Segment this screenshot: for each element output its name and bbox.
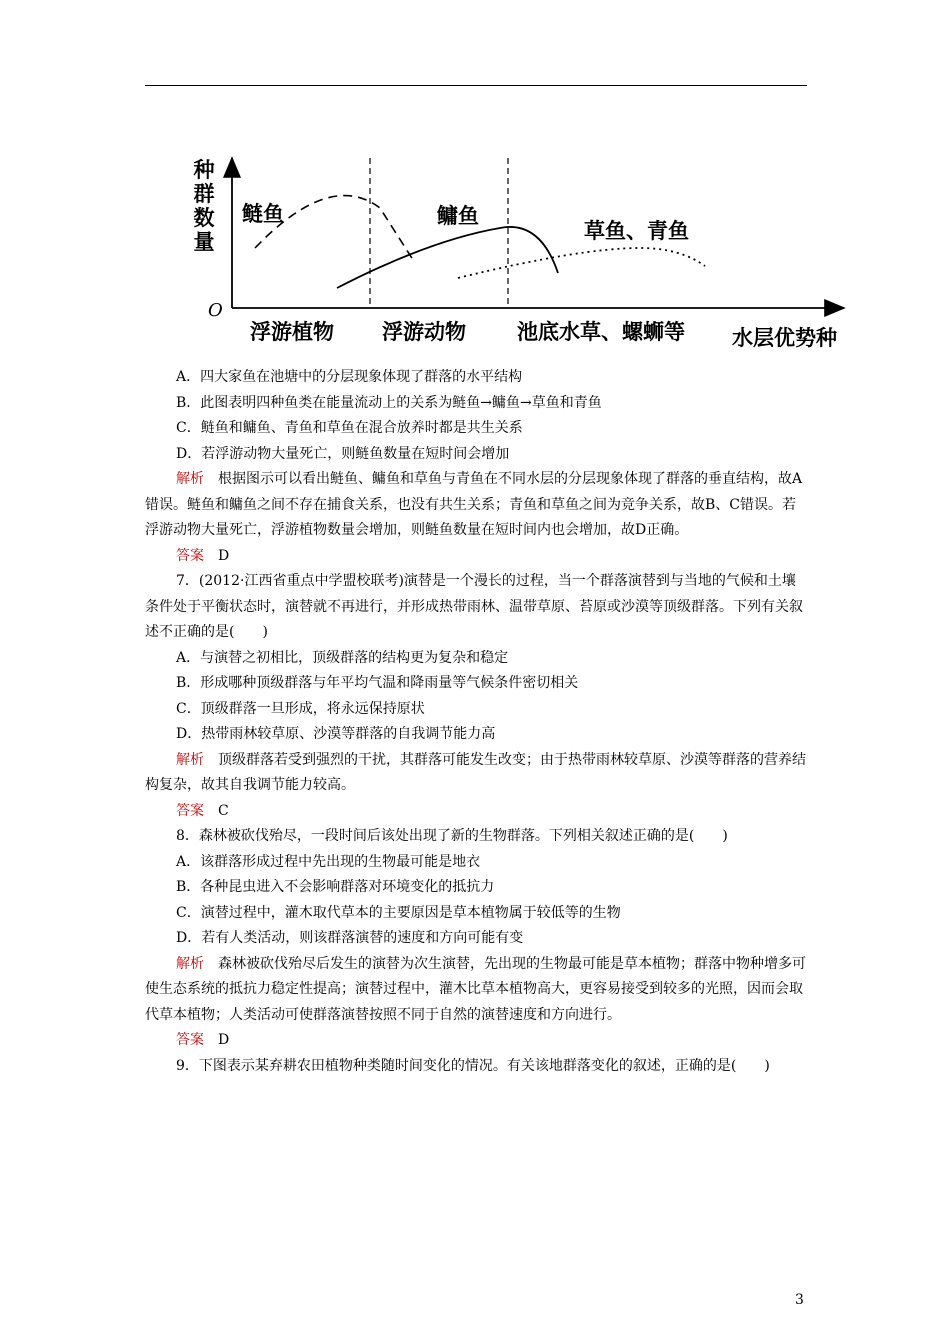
q6-analysis-text: 根据图示可以看出鲢鱼、鳙鱼和草鱼与青鱼在不同水层的分层现象体现了群落的垂直结构，故A错误。鲢鱼和鳙鱼之间不存在捕食关系，也没有共生关系；青鱼和草鱼之间为竞争关系，故B、C错误。若浮游动物大量死亡，浮游植物数量会增加，则鲢鱼数量在短时间内也会增加，故D正确。 xyxy=(145,471,803,538)
analysis-label: 解析 xyxy=(176,471,204,487)
label-grass-black-carp: 草鱼、青鱼 xyxy=(584,219,689,243)
q8-option-d: D．若有人类活动，则该群落演替的速度和方向可能有变 xyxy=(176,930,524,946)
q9-stem: 9．下图表示某弃耕农田植物种类随时间变化的情况。有关该地群落变化的叙述，正确的是( ) xyxy=(176,1057,770,1074)
header-rule xyxy=(145,85,807,86)
origin-label: O xyxy=(208,300,223,321)
y-axis-label: 种 群 数 量 xyxy=(193,158,215,254)
q7-option-b: B．形成哪种顶级群落与年平均气温和降雨量等气候条件密切相关 xyxy=(176,675,579,691)
q7-stem: 7．(2012·江西省重点中学盟校联考)演替是一个漫长的过程，当一个群落演替到与当地的气候和土壤条件处于平衡状态时，演替就不再进行，并形成热带雨林、温带草原、苔原或沙漠等顶级群落。下列有关叙述不正确的是( ) xyxy=(145,573,803,640)
q8-option-b: B．各种昆虫进入不会影响群落对环境变化的抵抗力 xyxy=(176,879,495,895)
q6-option-a: A．四大家鱼在池塘中的分层现象体现了群落的水平结构 xyxy=(176,369,523,385)
answer-label: 答案 xyxy=(176,547,204,564)
q7-option-a: A．与演替之初相比，顶级群落的结构更为复杂和稳定 xyxy=(176,649,509,666)
q6-option-c: C．鲢鱼和鳙鱼、青鱼和草鱼在混合放养时都是共生关系 xyxy=(176,420,523,436)
q7-answer-value: C xyxy=(218,802,229,819)
q8-analysis-text: 森林被砍伐殆尽后发生的演替为次生演替，先出现的生物最可能是草本植物；群落中物种增多可使生态系统的抵抗力稳定性提高；演替过程中，灌木比草本植物高大，更容易接受到较多的光照，因而会取代草本植物；人类活动可使群落演替按照不同于自然的演替速度和方向进行。 xyxy=(145,955,806,1023)
q8-option-a: A．该群落形成过程中先出现的生物最可能是地衣 xyxy=(176,853,481,870)
curve-grass-black-carp xyxy=(458,248,705,278)
q6-answer xyxy=(145,544,807,570)
page-number: 3 xyxy=(795,1292,804,1308)
answer-label: 答案 xyxy=(176,1032,204,1048)
zone-label-phytoplankton: 浮游植物 xyxy=(250,320,334,344)
q8-stem: 8．森林被砍伐殆尽，一段时间后该处出现了新的生物群落。下列相关叙述正确的是( ) xyxy=(176,828,728,844)
q8-option-c: C．演替过程中，灌木取代草本的主要原因是草本植物属于较低等的生物 xyxy=(176,904,621,921)
question-content xyxy=(145,365,807,1079)
zone-label-bottom: 池底水草、螺蛳等 xyxy=(517,320,685,344)
label-bighead-carp: 鳙鱼 xyxy=(437,204,479,228)
fish-distribution-figure xyxy=(180,148,860,358)
analysis-label: 解析 xyxy=(176,955,204,972)
q7-option-c: C．顶级群落一旦形成，将永远保持原状 xyxy=(176,700,425,717)
q8-answer-value: D xyxy=(218,1032,230,1048)
q6-option-b: B．此图表明四种鱼类在能量流动上的关系为鲢鱼→鳙鱼→草鱼和青鱼 xyxy=(176,394,602,411)
zone-label-zooplankton: 浮游动物 xyxy=(382,320,466,344)
q8-analysis xyxy=(145,952,807,1029)
q7-option-d: D．热带雨林较草原、沙漠等群落的自我调节能力高 xyxy=(176,726,496,742)
q7-analysis xyxy=(145,748,807,799)
q6-analysis xyxy=(145,467,807,544)
q7-analysis-text: 顶级群落若受到强烈的干扰，其群落可能发生改变；由于热带雨林较草原、沙漠等群落的营养结构复杂，故其自我调节能力较高。 xyxy=(145,751,806,793)
answer-label: 答案 xyxy=(176,802,204,819)
q6-option-d: D．若浮游动物大量死亡，则鲢鱼数量在短时间会增加 xyxy=(176,445,510,462)
x-axis-label: 水层优势种 xyxy=(732,326,837,350)
label-silver-carp: 鲢鱼 xyxy=(242,202,284,226)
q6-answer-value: D xyxy=(218,547,230,564)
analysis-label: 解析 xyxy=(176,751,204,768)
q7-answer xyxy=(145,799,807,825)
q8-answer xyxy=(145,1028,807,1054)
